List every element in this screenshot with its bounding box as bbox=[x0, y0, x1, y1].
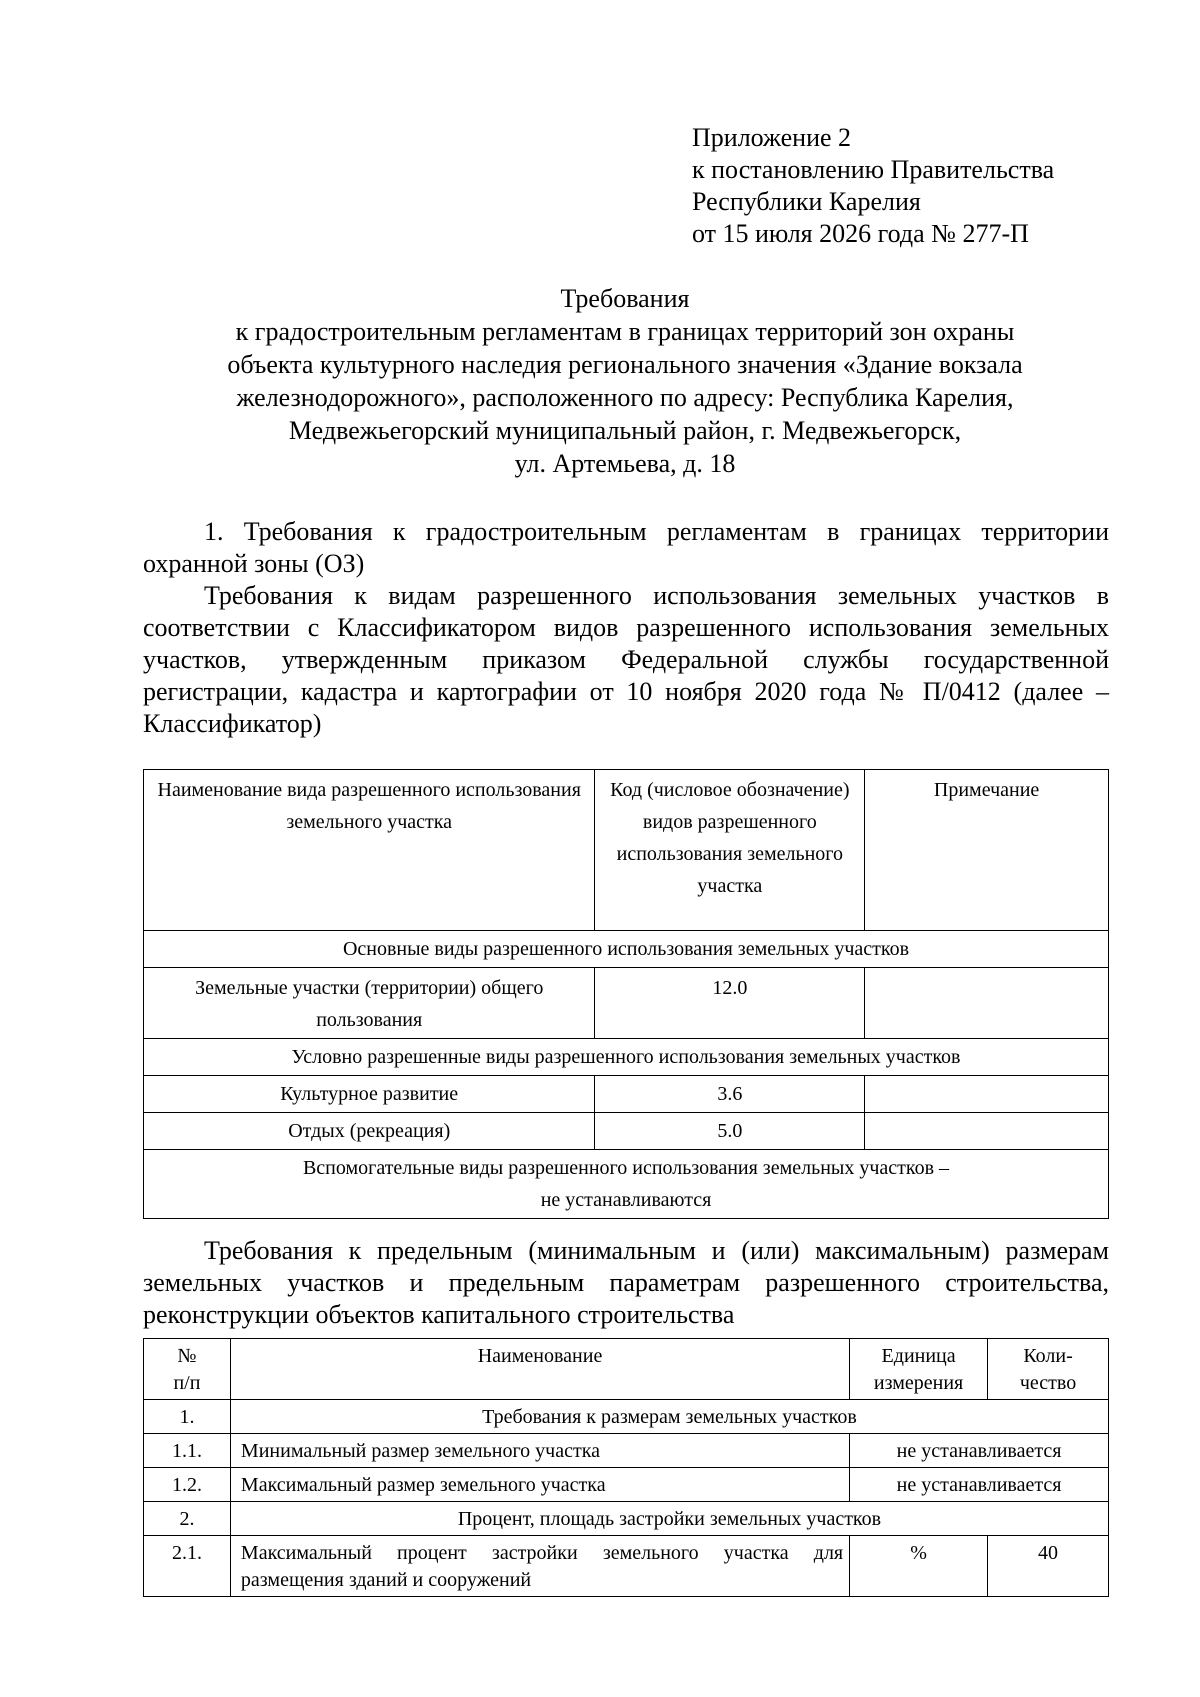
table-row bbox=[144, 1434, 1109, 1468]
row-qty: 40 bbox=[988, 1536, 1109, 1597]
title-line-5: ул. Артемьева, д. 18 bbox=[514, 449, 736, 478]
row-note bbox=[865, 1076, 1109, 1113]
section-2-intro: Требования к предельным (минимальным и (или) максимальным) размерам земельных участков и предельным параметрам разрешенного строительства, реконструкции объектов капитального строительства bbox=[143, 1236, 1109, 1329]
row-num: 1. bbox=[144, 1400, 231, 1434]
row-value: не устанавливается bbox=[850, 1468, 1109, 1502]
row-unit: % bbox=[850, 1536, 988, 1597]
row-section-title: Требования к размерам земельных участков bbox=[230, 1400, 1108, 1434]
row-use-code: 12.0 bbox=[595, 968, 865, 1039]
group-conditional-label: Условно разрешенные виды разрешенного использования земельных участков bbox=[144, 1039, 1109, 1076]
row-section-title: Процент, площадь застройки земельных участков bbox=[230, 1502, 1108, 1536]
title-line-2: объекта культурного наследия регионального значения «Здание вокзала bbox=[227, 350, 1023, 379]
table-header-row bbox=[144, 770, 1109, 931]
header-unit bbox=[850, 1339, 988, 1400]
title-line-1: к градостроительным регламентам в границах территорий зон охраны bbox=[235, 317, 1015, 346]
row-value: не устанавливается bbox=[850, 1434, 1109, 1468]
group-auxiliary-line-2: не устанавливаются bbox=[540, 1189, 712, 1211]
permitted-uses-table bbox=[143, 769, 1109, 1219]
row-num: 1.1. bbox=[144, 1434, 231, 1468]
group-row-main bbox=[144, 931, 1109, 968]
title-heading: Требования bbox=[560, 284, 690, 313]
row-text: Минимальный размер земельного участка bbox=[230, 1434, 849, 1468]
appendix-line-3: Республики Карелия bbox=[692, 187, 921, 216]
group-auxiliary-line-1: Вспомогательные виды разрешенного использования земельных участков – bbox=[302, 1157, 950, 1179]
table-row bbox=[144, 1468, 1109, 1502]
row-note bbox=[865, 968, 1109, 1039]
row-text: Максимальный размер земельного участка bbox=[230, 1468, 849, 1502]
section-1-intro: Требования к видам разрешенного использования земельных участков в соответствии с Классификатором видов разрешенного использования земельных участков, утвержденным приказом Федеральной службы государственной регистрации, кадастра и картографии от 10 ноября 2020 года № П/0412 (далее – Классификатор) bbox=[143, 581, 1109, 738]
table-row bbox=[144, 1400, 1109, 1434]
header-name: Наименование bbox=[230, 1339, 849, 1400]
group-row-conditional bbox=[144, 1039, 1109, 1076]
header-use-code: Код (числовое обозначение) видов разрешенного использования земельного участка bbox=[595, 770, 865, 931]
document-title bbox=[130, 282, 1120, 480]
table-row bbox=[144, 1536, 1109, 1597]
row-num: 1.2. bbox=[144, 1468, 231, 1502]
header-note: Примечание bbox=[865, 770, 1109, 931]
header-unit-line-1: Единица bbox=[881, 1345, 956, 1367]
header-qty-line-2: чество bbox=[1019, 1372, 1077, 1394]
title-line-3: железнодорожного», расположенного по адресу: Республика Карелия, bbox=[236, 383, 1014, 412]
table-row bbox=[144, 1076, 1109, 1113]
group-auxiliary-label bbox=[144, 1150, 1109, 1219]
appendix-line-2: к постановлению Правительства bbox=[692, 155, 1055, 184]
parameters-table bbox=[143, 1338, 1109, 1597]
section-1-heading: 1. Требования к градостроительным регламентам в границах территории охранной зоны (ОЗ) bbox=[143, 517, 1109, 578]
header-use-name: Наименование вида разрешенного использования земельного участка bbox=[144, 770, 595, 931]
row-num: 2. bbox=[144, 1502, 231, 1536]
header-num-line-2: п/п bbox=[173, 1372, 201, 1394]
row-use-code: 5.0 bbox=[595, 1113, 865, 1150]
appendix-line-1: Приложение 2 bbox=[692, 123, 852, 152]
row-use-name: Отдых (рекреация) bbox=[144, 1113, 595, 1150]
appendix-line-4: от 15 июля 2026 года № 277-П bbox=[692, 219, 1029, 248]
row-use-name: Земельные участки (территории) общего пользования bbox=[144, 968, 595, 1039]
header-qty-line-1: Коли- bbox=[1023, 1345, 1073, 1367]
row-use-name: Культурное развитие bbox=[144, 1076, 595, 1113]
header-unit-line-2: измерения bbox=[873, 1372, 964, 1394]
table-row bbox=[144, 1113, 1109, 1150]
title-line-4: Медвежьегорский муниципальный район, г. Медвежьегорск, bbox=[288, 416, 962, 445]
row-note bbox=[865, 1113, 1109, 1150]
header-qty bbox=[988, 1339, 1109, 1400]
group-row-auxiliary bbox=[144, 1150, 1109, 1219]
table-row bbox=[144, 1502, 1109, 1536]
group-main-label: Основные виды разрешенного использования земельных участков bbox=[144, 931, 1109, 968]
header-num-line-1: № bbox=[177, 1345, 197, 1367]
header-num bbox=[144, 1339, 231, 1400]
row-num: 2.1. bbox=[144, 1536, 231, 1597]
table-header-row bbox=[144, 1339, 1109, 1400]
row-text: Максимальный процент застройки земельного участка для размещения зданий и сооружений bbox=[230, 1536, 849, 1597]
row-use-code: 3.6 bbox=[595, 1076, 865, 1113]
table-row bbox=[144, 968, 1109, 1039]
appendix-reference bbox=[692, 122, 1054, 250]
